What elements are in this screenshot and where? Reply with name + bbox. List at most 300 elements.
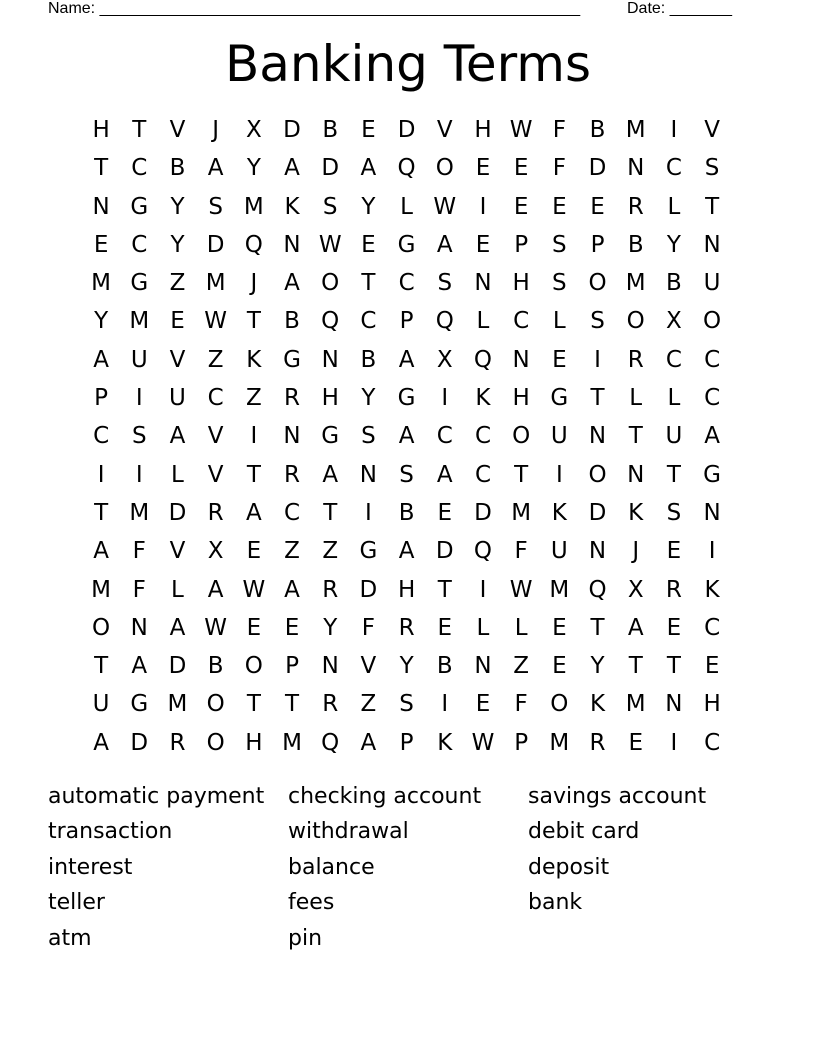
grid-letter: E (475, 155, 491, 182)
grid-letter: X (436, 346, 453, 373)
grid-letter: S (704, 155, 720, 182)
grid-letter: T (94, 155, 109, 182)
grid-letter: K (437, 729, 453, 756)
grid-letter: D (168, 499, 187, 526)
grid-letter: X (627, 576, 644, 603)
grid-letter: K (284, 193, 300, 220)
grid-letter: R (322, 691, 339, 718)
grid-letter: H (92, 117, 110, 143)
grid-letter: J (212, 117, 220, 143)
grid-letter: A (207, 155, 224, 182)
grid-letter: P (514, 231, 529, 258)
grid-letter: L (667, 385, 681, 412)
grid-letter: C (398, 270, 415, 297)
grid-letter: L (514, 614, 528, 641)
grid-letter: Z (513, 653, 530, 680)
name-field: Name: ______________________________________________________ (48, 0, 581, 17)
grid-letter: N (627, 461, 645, 488)
grid-letter: N (474, 270, 492, 297)
grid-letter: Z (322, 538, 339, 565)
grid-letter: N (321, 653, 339, 680)
grid-letter: M (625, 691, 646, 718)
grid-letter: N (665, 691, 683, 718)
grid-letter: B (284, 308, 300, 335)
grid-letter: I (708, 538, 716, 565)
grid-letter: F (552, 155, 566, 182)
grid-letter: T (246, 461, 261, 488)
grid-letter: A (284, 576, 300, 603)
grid-letter: A (398, 423, 415, 450)
grid-letter: I (135, 461, 143, 488)
grid-letter: O (588, 270, 607, 297)
grid-letter: V (169, 538, 186, 565)
grid-letter: B (666, 270, 682, 297)
grid-letter: T (590, 385, 605, 412)
grid-letter: E (284, 614, 300, 641)
grid-letter: V (169, 346, 186, 373)
grid-letter: S (666, 499, 682, 526)
grid-letter: U (665, 423, 683, 450)
grid-letter: E (590, 193, 605, 220)
grid-letter: I (670, 117, 678, 143)
grid-letter: N (703, 231, 721, 258)
page-title: Banking Terms (224, 35, 592, 93)
grid-letter: A (131, 653, 148, 680)
grid-letter: L (552, 308, 566, 335)
word-list-item: checking account (288, 784, 482, 809)
grid-letter: A (704, 423, 720, 450)
grid-letter: S (399, 461, 414, 488)
grid-letter: O (206, 691, 225, 718)
grid-letter: E (246, 538, 262, 565)
word-list-item: pin (288, 925, 323, 951)
grid-letter: T (628, 423, 643, 450)
grid-letter: A (245, 499, 262, 526)
grid-letter: M (167, 691, 188, 718)
grid-letter: U (550, 423, 568, 450)
grid-letter: C (360, 308, 377, 335)
grid-letter: H (512, 385, 530, 412)
grid-letter: E (552, 614, 567, 641)
grid-letter: C (474, 461, 491, 488)
word-list-item: debit card (528, 819, 640, 845)
grid-letter: N (703, 499, 721, 526)
grid-letter: L (629, 385, 643, 412)
grid-letter: I (441, 691, 449, 718)
grid-letter: T (246, 691, 261, 718)
grid-letter: W (471, 729, 495, 756)
grid-letter: Y (323, 614, 338, 641)
grid-letter: A (93, 346, 109, 373)
grid-letter: C (665, 346, 682, 373)
word-list (48, 780, 768, 957)
grid-letter: A (436, 231, 453, 258)
grid-letter: V (207, 423, 224, 450)
grid-letter: O (206, 729, 225, 756)
grid-letter: D (435, 538, 454, 565)
grid-letter: I (555, 461, 563, 488)
word-list-item: deposit (528, 854, 610, 880)
grid-letter: M (243, 193, 264, 220)
grid-letter: H (321, 385, 339, 412)
grid-letter: W (204, 614, 228, 641)
grid-letter: D (588, 155, 607, 182)
grid-letter: Y (399, 653, 414, 680)
grid-letter: A (436, 461, 453, 488)
grid-letter: G (703, 461, 721, 488)
word-list-item: transaction (48, 819, 173, 845)
grid-letter: C (284, 499, 301, 526)
grid-letter: Q (321, 308, 340, 335)
grid-letter: D (130, 729, 149, 756)
grid-letter: Y (590, 653, 605, 680)
grid-letter: Y (246, 155, 261, 182)
grid-letter: E (552, 193, 567, 220)
grid-letter: F (514, 538, 528, 565)
grid-letter: S (552, 270, 567, 297)
grid-letter: G (397, 385, 416, 412)
grid-letter: U (703, 270, 721, 297)
grid-letter: Y (170, 193, 185, 220)
grid-letter: V (436, 117, 453, 143)
grid-letter: W (204, 308, 228, 335)
grid-letter: B (436, 653, 453, 680)
grid-letter: L (667, 193, 681, 220)
grid-letter: O (550, 691, 569, 718)
grid-letter: H (245, 729, 263, 756)
grid-letter: B (627, 231, 644, 258)
grid-letter: A (322, 461, 339, 488)
grid-letter: R (207, 499, 224, 526)
grid-letter: P (399, 308, 414, 335)
grid-letter: Y (361, 385, 376, 412)
grid-letter: M (625, 117, 646, 143)
grid-letter: D (588, 499, 607, 526)
grid-letter: A (169, 614, 186, 641)
grid-letter: C (131, 231, 148, 258)
grid-letter: E (628, 729, 643, 756)
grid-letter: E (666, 538, 682, 565)
grid-letter: T (666, 653, 681, 680)
grid-letter: W (318, 231, 342, 258)
grid-letter: C (704, 346, 721, 373)
grid-letter: R (589, 729, 606, 756)
grid-letter: B (207, 653, 224, 680)
grid-letter: E (246, 614, 262, 641)
grid-letter: I (441, 385, 449, 412)
grid-letter: E (552, 653, 567, 680)
grid-letter: G (130, 193, 149, 220)
grid-letter: G (550, 385, 569, 412)
word-list-item: balance (288, 854, 375, 880)
grid-letter: T (246, 308, 261, 335)
grid-letter: G (359, 538, 378, 565)
grid-letter: M (549, 576, 570, 603)
grid-letter: T (437, 576, 452, 603)
grid-letter: O (321, 270, 340, 297)
grid-letter: V (360, 653, 377, 680)
grid-letter: E (552, 346, 567, 373)
grid-letter: Z (207, 346, 224, 373)
grid-letter: S (131, 423, 147, 450)
grid-letter: L (476, 308, 490, 335)
grid-letter: T (285, 691, 300, 718)
grid-letter: T (94, 653, 109, 680)
grid-letter: Z (360, 691, 377, 718)
grid-letter: G (397, 231, 416, 258)
grid-letter: C (665, 155, 682, 182)
grid-letter: G (283, 346, 301, 373)
grid-letter: C (704, 614, 721, 641)
grid-letter: N (321, 346, 339, 373)
word-list-item: automatic payment (48, 784, 265, 809)
grid-letter: O (244, 653, 263, 680)
word-list-item: bank (528, 890, 583, 916)
grid-letter: A (284, 155, 300, 182)
grid-letter: S (437, 270, 453, 297)
grid-letter: A (398, 538, 415, 565)
grid-letter: C (704, 729, 721, 756)
grid-letter: N (474, 653, 492, 680)
grid-letter: K (704, 576, 720, 603)
grid-letter: K (551, 499, 567, 526)
grid-letter: S (322, 193, 338, 220)
grid-letter: L (171, 576, 184, 603)
grid-letter: E (475, 691, 491, 718)
grid-letter: Z (169, 270, 186, 297)
grid-letter: S (361, 423, 376, 450)
grid-letter: A (169, 423, 186, 450)
grid-letter: W (509, 117, 533, 143)
grid-letter: S (552, 231, 567, 258)
grid-letter: C (131, 155, 148, 182)
grid-letter: P (399, 729, 414, 756)
grid-letter: T (323, 499, 338, 526)
grid-letter: M (625, 270, 646, 297)
grid-letter: E (437, 614, 453, 641)
grid-letter: A (93, 729, 109, 756)
grid-letter: P (590, 231, 605, 258)
grid-letter: B (322, 117, 339, 143)
grid-letter: A (284, 270, 300, 297)
grid-letter: L (400, 193, 413, 220)
word-list-item: withdrawal (288, 819, 409, 845)
grid-letter: F (361, 614, 376, 641)
grid-letter: P (285, 653, 299, 680)
grid-letter: M (511, 499, 532, 526)
grid-letter: R (284, 461, 301, 488)
grid-letter: K (475, 385, 491, 412)
grid-letter: A (627, 614, 644, 641)
grid-letter: X (245, 117, 262, 143)
grid-letter: W (242, 576, 266, 603)
grid-letter: D (283, 117, 301, 143)
grid-letter: I (479, 193, 487, 220)
grid-letter: B (360, 346, 377, 373)
grid-letter: Y (361, 193, 376, 220)
grid-letter: M (91, 576, 112, 603)
grid-letter: H (397, 576, 416, 603)
grid-letter: U (130, 346, 148, 373)
grid-letter: Y (170, 231, 185, 258)
worksheet-header (48, 0, 748, 20)
grid-letter: G (130, 691, 149, 718)
grid-letter: R (627, 193, 644, 220)
grid-letter: R (627, 346, 644, 373)
grid-letter: L (476, 614, 490, 641)
grid-letter: T (361, 270, 376, 297)
grid-letter: N (627, 155, 645, 182)
grid-letter: V (207, 461, 224, 488)
grid-letter: B (398, 499, 415, 526)
grid-letter: O (512, 423, 531, 450)
grid-letter: C (436, 423, 453, 450)
grid-letter: R (665, 576, 682, 603)
grid-letter: I (594, 346, 601, 373)
grid-letter: R (398, 614, 415, 641)
grid-letter: X (666, 308, 682, 335)
grid-letter: T (705, 193, 720, 220)
letter-grid (82, 111, 731, 762)
grid-letter: Q (397, 155, 416, 182)
grid-letter: E (361, 117, 376, 143)
grid-letter: G (130, 270, 149, 297)
grid-letter: D (206, 231, 225, 258)
grid-letter: T (590, 614, 605, 641)
grid-letter: H (474, 117, 492, 143)
grid-letter: D (168, 653, 187, 680)
grid-letter: A (360, 729, 377, 756)
grid-letter: N (588, 423, 607, 450)
grid-letter: W (509, 576, 533, 603)
grid-letter: E (437, 499, 453, 526)
grid-letter: E (475, 231, 491, 258)
grid-letter: F (132, 576, 146, 603)
grid-letter: I (670, 729, 678, 756)
grid-letter: M (129, 499, 150, 526)
grid-letter: O (92, 614, 111, 641)
grid-letter: C (474, 423, 491, 450)
grid-letter: E (666, 614, 682, 641)
grid-letter: N (588, 538, 607, 565)
grid-letter: Y (666, 231, 681, 258)
grid-letter: Z (245, 385, 262, 412)
grid-letter: T (514, 461, 529, 488)
grid-letter: I (135, 385, 143, 412)
grid-letter: A (207, 576, 224, 603)
grid-letter: J (250, 270, 258, 297)
grid-letter: X (207, 538, 224, 565)
grid-letter: S (208, 193, 223, 220)
grid-letter: B (169, 155, 186, 182)
grid-letter: I (97, 461, 105, 488)
grid-letter: O (588, 461, 607, 488)
grid-letter: G (321, 423, 340, 450)
grid-letter: D (359, 576, 378, 603)
grid-letter: O (435, 155, 454, 182)
grid-letter: H (512, 270, 530, 297)
grid-letter: W (433, 193, 457, 220)
grid-letter: Y (94, 308, 109, 335)
grid-letter: A (398, 346, 415, 373)
grid-letter: E (704, 653, 720, 680)
grid-letter: Q (244, 231, 263, 258)
grid-letter: P (94, 385, 109, 412)
grid-letter: Q (435, 308, 454, 335)
grid-letter: N (283, 423, 301, 450)
grid-letter: Q (473, 538, 493, 565)
grid-letter: M (549, 729, 570, 756)
grid-letter: H (703, 691, 721, 718)
grid-letter: R (322, 576, 339, 603)
grid-letter: T (94, 499, 109, 526)
grid-letter: K (589, 691, 606, 718)
grid-letter: C (513, 308, 530, 335)
grid-letter: D (397, 117, 416, 143)
grid-letter: R (169, 729, 186, 756)
grid-letter: K (628, 499, 644, 526)
word-list-item: savings account (528, 784, 707, 809)
grid-letter: N (359, 461, 378, 488)
grid-letter: E (170, 308, 185, 335)
grid-letter: Z (284, 538, 300, 565)
grid-letter: F (552, 117, 566, 143)
grid-letter: I (365, 499, 372, 526)
grid-letter: A (360, 155, 377, 182)
grid-letter: K (246, 346, 262, 373)
grid-letter: F (514, 691, 528, 718)
grid-letter: T (666, 461, 681, 488)
grid-letter: M (205, 270, 226, 297)
grid-letter: S (399, 691, 414, 718)
grid-letter: E (93, 231, 109, 258)
grid-letter: Q (588, 576, 607, 603)
grid-letter: E (513, 155, 529, 182)
grid-letter: F (132, 538, 146, 565)
grid-letter: U (169, 385, 186, 412)
grid-letter: B (589, 117, 606, 143)
grid-letter: M (282, 729, 302, 756)
grid-letter: V (704, 117, 720, 143)
grid-letter: D (321, 155, 340, 182)
grid-letter: N (92, 193, 110, 220)
word-list-item: teller (48, 890, 105, 916)
grid-letter: O (703, 308, 722, 335)
grid-letter: N (283, 231, 301, 258)
grid-letter: V (169, 117, 186, 143)
grid-letter: I (250, 423, 258, 450)
grid-letter: R (284, 385, 301, 412)
grid-letter: Q (321, 729, 340, 756)
word-list-item: fees (288, 890, 335, 916)
grid-letter: U (550, 538, 568, 565)
grid-letter: T (132, 117, 147, 143)
grid-letter: A (93, 538, 109, 565)
grid-letter: O (626, 308, 645, 335)
grid-letter: P (514, 729, 529, 756)
grid-letter: D (474, 499, 492, 526)
grid-letter: N (512, 346, 530, 373)
grid-letter: J (632, 538, 640, 565)
date-field: Date: _______ (627, 0, 732, 17)
grid-letter: L (171, 461, 184, 488)
word-list-item: interest (48, 854, 133, 880)
grid-letter: M (129, 308, 150, 335)
grid-letter: E (361, 231, 376, 258)
grid-letter: C (93, 423, 110, 450)
grid-letter: C (704, 385, 721, 412)
grid-letter: S (590, 308, 605, 335)
